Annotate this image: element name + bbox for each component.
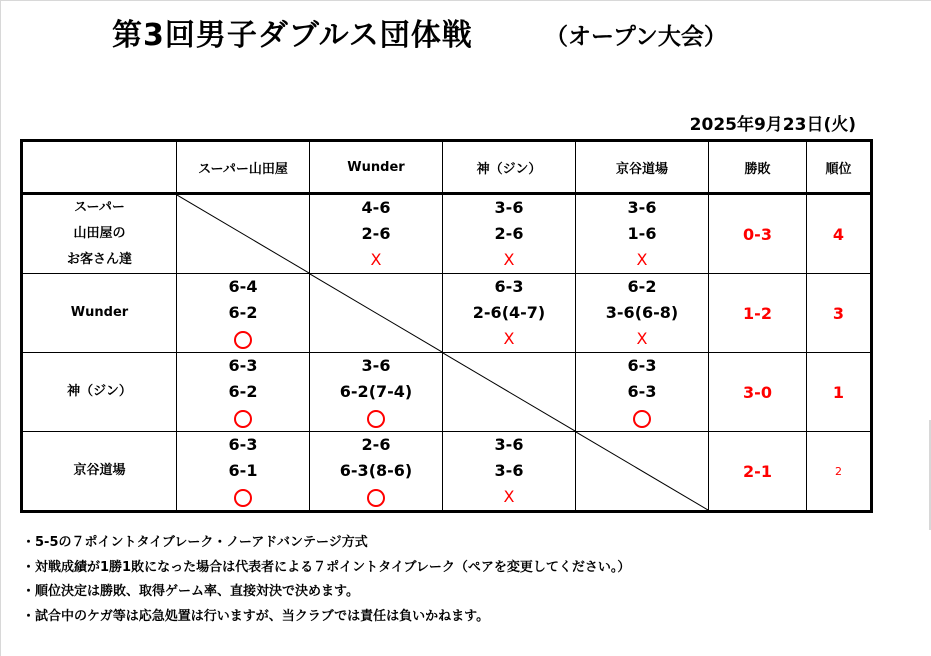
loss-mark: X xyxy=(370,250,382,269)
header-rank: 順位 xyxy=(807,141,872,194)
header-team-jin: 神（ジン） xyxy=(443,141,576,194)
match-score-cell: 3-6 1-6 X xyxy=(576,194,709,274)
win-circle-icon xyxy=(310,484,442,510)
notes-list xyxy=(22,531,630,629)
header-team-yamadaya: スーパー山田屋 xyxy=(177,141,310,194)
self-match-cell xyxy=(576,432,709,512)
table-header-row xyxy=(22,141,872,194)
rank-cell: 4 xyxy=(807,194,872,274)
results-table xyxy=(20,139,873,513)
sheet-left-border xyxy=(0,0,1,656)
self-match-cell xyxy=(177,194,310,274)
table-row xyxy=(22,353,872,432)
header-corner-cell xyxy=(22,141,177,194)
match-score-cell: 2-6 6-3(8-6) xyxy=(310,432,443,512)
match-score-cell: 6-3 6-3 xyxy=(576,353,709,432)
record-cell: 1-2 xyxy=(709,274,807,353)
win-circle-icon xyxy=(177,484,309,510)
self-match-cell xyxy=(443,353,576,432)
note-item: ・試合中のケガ等は応急処置は行いますが、当クラブでは責任は負いかねます。 xyxy=(22,608,490,624)
match-score-cell: 6-3 2-6(4-7) X xyxy=(443,274,576,353)
match-score-cell: 3-6 3-6 X xyxy=(443,432,576,512)
loss-mark: X xyxy=(503,487,515,506)
rank-cell: 2 xyxy=(807,432,872,512)
rank-cell: 3 xyxy=(807,274,872,353)
row-team-name: Wunder xyxy=(22,274,177,353)
page-subtitle: （オープン大会） xyxy=(545,24,727,50)
match-score-cell: 6-3 6-1 xyxy=(177,432,310,512)
self-match-cell xyxy=(310,274,443,353)
note-item: ・順位決定は勝敗、取得ゲーム率、直接対決で決めます。 xyxy=(22,584,359,599)
match-score-cell: 3-6 6-2(7-4) xyxy=(310,353,443,432)
row-team-name: 神（ジン） xyxy=(22,353,177,432)
match-score-cell: 6-4 6-2 xyxy=(177,274,310,353)
record-cell: 3-0 xyxy=(709,353,807,432)
win-circle-icon xyxy=(576,405,708,431)
match-score-cell: 6-3 6-2 xyxy=(177,353,310,432)
table-row xyxy=(22,194,872,274)
event-date: 2025年9月23日(火) xyxy=(689,115,856,135)
header-team-wunder: Wunder xyxy=(310,141,443,194)
table-row xyxy=(22,432,872,512)
loss-mark: X xyxy=(636,250,648,269)
page-title: 第3回男子ダブルス団体戦 xyxy=(112,18,473,53)
match-score-cell: 4-6 2-6 X xyxy=(310,194,443,274)
loss-mark: X xyxy=(503,250,515,269)
win-circle-icon xyxy=(177,326,309,352)
loss-mark: X xyxy=(636,329,648,348)
table-row xyxy=(22,274,872,353)
note-item: ・5-5の７ポイントタイブレーク・ノーアドバンテージ方式 xyxy=(22,535,368,550)
loss-mark: X xyxy=(503,329,515,348)
record-cell: 0-3 xyxy=(709,194,807,274)
win-circle-icon xyxy=(177,405,309,431)
match-score-cell: 3-6 2-6 X xyxy=(443,194,576,274)
rank-cell: 1 xyxy=(807,353,872,432)
win-circle-icon xyxy=(310,405,442,431)
note-item: ・対戦成績が1勝1敗になった場合は代表者による７ポイントタイブレーク（ペアを変更してください。） xyxy=(22,559,631,575)
sheet-top-border xyxy=(0,0,931,1)
header-record: 勝敗 xyxy=(709,141,807,194)
record-cell: 2-1 xyxy=(709,432,807,512)
header-team-kyoya: 京谷道場 xyxy=(576,141,709,194)
match-score-cell: 6-2 3-6(6-8) X xyxy=(576,274,709,353)
row-team-name: スーパー 山田屋の お客さん達 xyxy=(22,194,177,274)
row-team-name: 京谷道場 xyxy=(22,432,177,512)
